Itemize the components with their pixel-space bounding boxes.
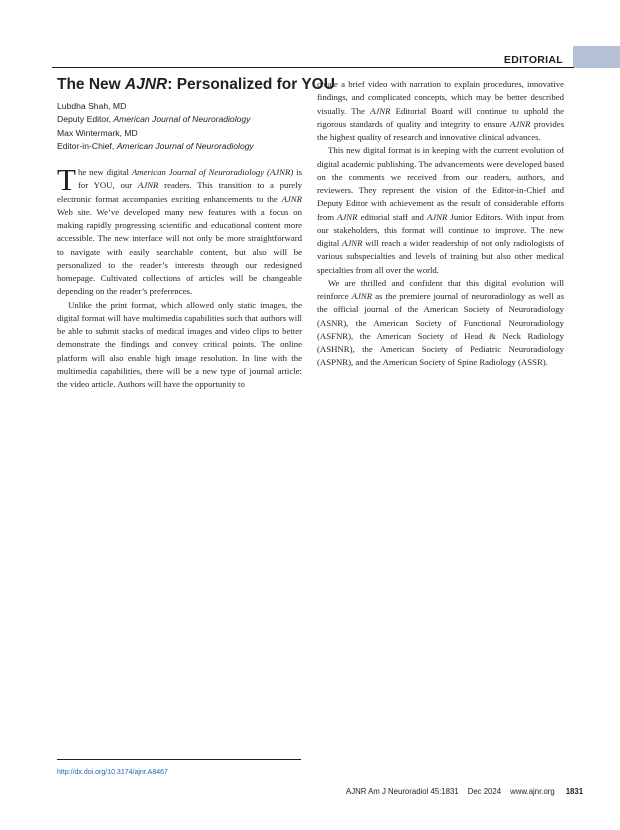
body-paragraph-2-continued: create a brief video with narration to explain procedures, innovative findings, and complicated concepts, which may be better described visually. The AJNR Editorial Board will continue to uphold the rigorous standards of quality and integrity to ensure AJNR provides the highest quality of research and innovative clinical advances. <box>317 79 564 142</box>
author-name: Lubdha Shah, MD <box>57 101 127 111</box>
journal-footer <box>346 787 584 796</box>
section-label: EDITORIAL <box>503 54 563 66</box>
title-suffix: : Personalized for YOU <box>167 76 335 93</box>
drop-cap: T <box>57 162 76 197</box>
body-paragraph-2: Unlike the print format, which allowed only static images, the digital format will have multimedia capabilities such that authors will be able to submit stacks of medical images and video clips to better demonstrate the findings and convey critical points. The online platform will also enable high image resolution. In line with the multimedia capabilities, there will be a new type of journal article: the video article. Authors will have the opportunity to <box>57 299 302 389</box>
journal-website[interactable]: www.ajnr.org <box>510 787 555 796</box>
author-role: Editor-in-Chief, American Journal of Neuroradiology <box>57 140 254 151</box>
title-prefix: The New <box>57 76 126 93</box>
body-column-left <box>57 162 302 391</box>
page-number: 1831 <box>565 787 584 796</box>
body-paragraph-4: We are thrilled and confident that this digital evolution will reinforce AJNR as the premiere journal of neuroradiology as well as the official journal of the American Society of Neuroradiology (ASNR), the American Society of Functional Neuroradiology (ASFNR), the American Society of Head & Neck Radiology (ASHNR), the American Society of Pediatric Neuroradiology (ASPNR), and the American Society of Spine Radiology (ASSR). <box>317 277 564 368</box>
issue-date: Dec 2024 <box>467 787 502 796</box>
body-paragraph-3: This new digital format is in keeping with the current evolution of digital academic publishing. The advancements were developed based on the comments we received from our readers, authors, and reviewers. They represent the vision of the Editor-in-Chief and Deputy Editor with achievement as the result of considerable efforts from AJNR editorial staff and AJNR Junior Editors. With input from our stakeholders, this format will continue to improve. The new digital AJNR will reach a wider readership of not only radiologists of various subspecialties and levels of training but also other medical specialties from all over the world. <box>317 145 565 275</box>
header-rule <box>52 67 574 68</box>
footnote-rule <box>57 759 301 760</box>
title-journal-abbrev: AJNR <box>125 76 168 93</box>
journal-citation: AJNR Am J Neuroradiol 45:1831 <box>346 787 459 796</box>
author-name: Max Wintermark, MD <box>57 127 138 138</box>
body-column-right <box>317 78 564 370</box>
header-color-tab <box>573 46 620 68</box>
doi-link[interactable]: http://dx.doi.org/10.3174/ajnr.A8467 <box>57 769 168 776</box>
author-block <box>57 100 317 153</box>
author-role: Deputy Editor, American Journal of Neuroradiology <box>57 114 251 125</box>
body-paragraph-1: The new digital American Journal of Neuroradiology (AJNR) is for YOU, our AJNR readers. This transition to a purely electronic format accompanies exciting enhancements to the AJNR Web site. We’ve developed many new features with a focus on making rapidly progressing scientific and educational content more accessible. The new interface will not only be more straightforward to navigate with easily searchable content, but also will be personalized to the reader’s interests through our redesigned homepage. Cultivated collections of articles will be changeable depending on the reader’s preferences. <box>57 162 302 297</box>
article-title <box>57 76 335 94</box>
